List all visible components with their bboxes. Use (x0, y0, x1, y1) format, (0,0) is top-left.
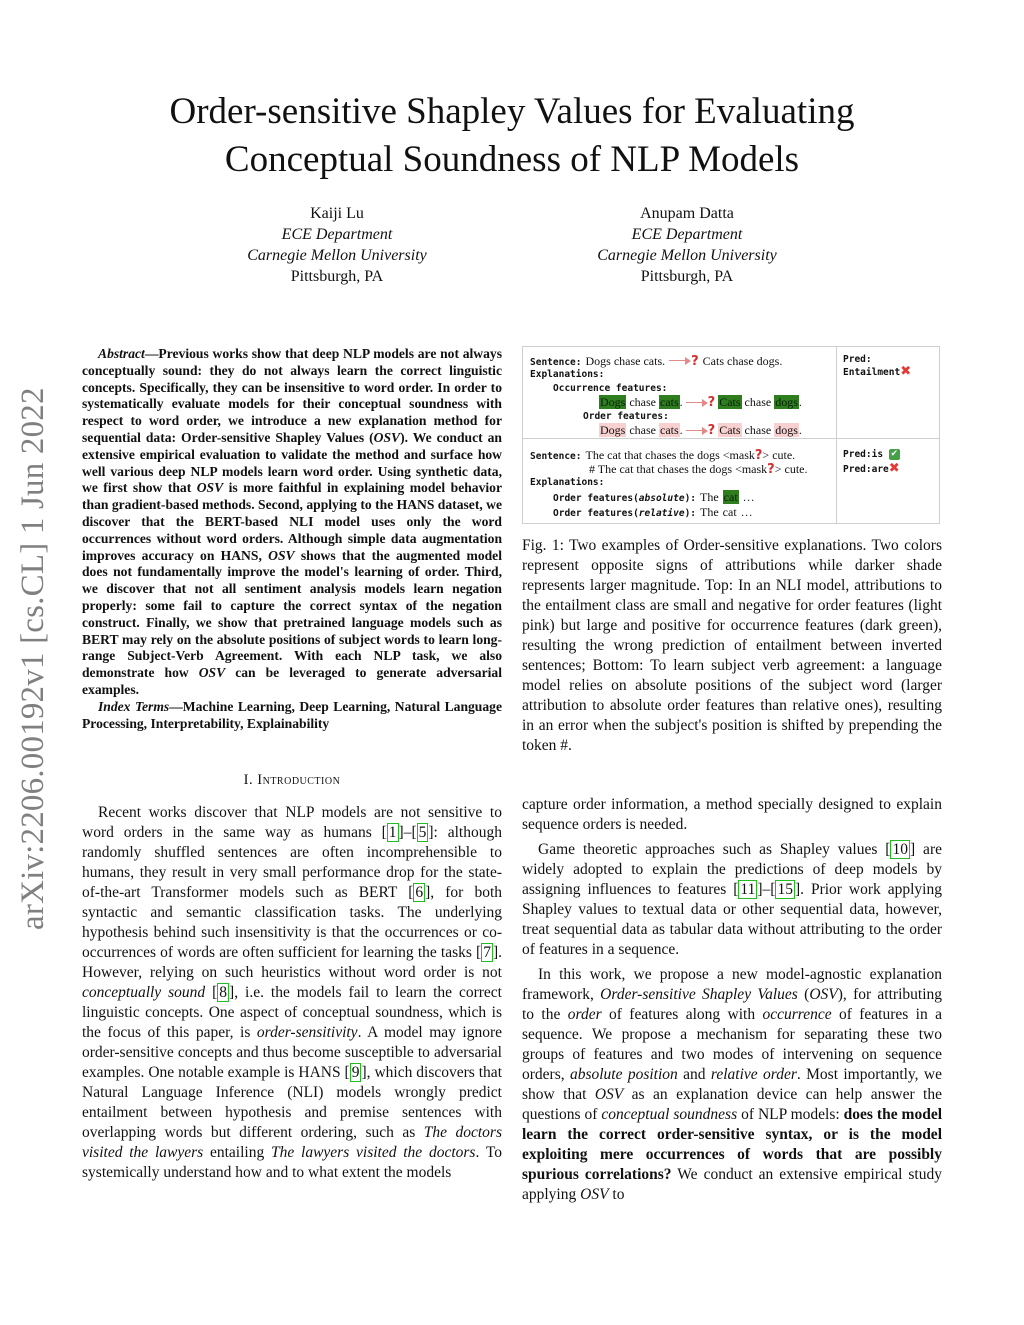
osv-term: OSV (268, 547, 295, 563)
author-dept: ECE Department (281, 226, 393, 243)
citation-link[interactable]: 11 (740, 881, 756, 898)
abstract (82, 346, 502, 732)
intro-left-column (82, 803, 502, 1183)
arrow-icon (669, 357, 691, 365)
author-name: Kaiji Lu (310, 205, 364, 222)
question-mark-icon: ? (767, 462, 775, 477)
question-mark-icon: ? (707, 395, 716, 410)
arrow-icon (686, 427, 708, 435)
abstract-text: —Previous works show that deep NLP models are not always conceptually sound: they do not always learn the correct linguistic concepts. Specifically, they can be insensitive to word order. In order to systematically evaluate models for their conceptual soundness with respect to word order, we introduce a new explanation method for sequential data: Order-sensitive Shapley Values ( (82, 346, 502, 445)
fig-bottom-pred-1: Pred:is ✔ (843, 449, 899, 460)
fig-occurrence-label: Occurrence features: (553, 383, 668, 394)
citation-link[interactable]: 7 (483, 944, 491, 961)
title-line-2: Conceptual Soundness of NLP Models (224, 139, 800, 180)
author-location: Pittsburgh, PA (640, 268, 734, 285)
fig-bottom-sentence-1: Sentence: The cat that chases the dogs <mask?> cute. (530, 448, 796, 463)
author-univ: Carnegie Mellon University (247, 247, 427, 264)
fig-bottom-explanations-label: Explanations: (530, 477, 605, 488)
citation-link[interactable]: 8 (219, 984, 228, 1001)
fig-top-pred: Entailment✖ (843, 364, 912, 379)
abstract-text: ). We conduct an extensive empirical evaluation to validate the method and surface how well various deep NLP models learn word order. Using synthetic data, we first show that (82, 429, 502, 496)
caption-label: Fig. 1: (522, 537, 569, 554)
intro-right-column (522, 795, 942, 1210)
question-mark-icon: ? (707, 423, 716, 438)
citation-link[interactable]: 1 (388, 824, 397, 841)
intro-paragraph: In this work, we propose a new model-agnostic explanation framework, Order-sensitive Shapley Values (OSV), for attributing to the order of features along with occurrence of features in a sequence. We propose a mechanism for separating these two groups of features and two modes of intervening on sequence orders, absolute position and relative order. Most importantly, we show that OSV as an explanation device can help answer the questions of conceptual soundness of NLP models: does the model learn the correct order-sensitive syntax, or is the model exploiting mere occurrences of words that are possibly spurious correlations? We conduct an extensive empirical study applying OSV to (522, 966, 943, 1203)
arrow-icon (686, 399, 708, 407)
abstract-text: can be leveraged to generate adversarial examples. (82, 665, 502, 697)
intro-paragraph: Recent works discover that NLP models are not sensitive to word orders in the same way as humans [ 1 ]–[ 5 ]: although randomly shuffled sentences are often incomprehensible to humans, they result in very small performance drop for the state-of-the-art Transformer models such as BERT [ 6 ], for both syntactic and semantic classification tasks. The underlying hypothesis behind such insensitivity is that the occurrences or co-occurrences of words are often sufficient for learning the tasks [ 7 ]. However, relying on such heuristics without word order is not conceptually sound [ 8 ], i.e. the models fail to learn the correct linguistic concepts. One aspect of conceptual soundness, which is the focus of this paper, is order-sensitivity. A model may ignore order-sensitive concepts and thus become susceptible to adversarial examples. One notable example is HANS [ 9 ], which discovers that Natural Language Inference (NLI) models wrongly predict entailment between hypothesis and premise sentences with overlapping words but different ordering, such as The doctors visited the lawyers entailing The lawyers visited the doctors. To systemically understand how and to what extent the models (82, 804, 502, 1181)
fig-top-sentence: Sentence: Dogs chase cats. ? Cats chase dogs. (530, 354, 783, 369)
citation-link[interactable]: 9 (351, 1064, 360, 1081)
fig-absolute-row: Order features(absolute): The cat … (553, 490, 755, 504)
fig-order-row: Dogs chase cats. ? Cats chase dogs. (600, 423, 802, 438)
fig-top-pred-label: Pred: (843, 354, 872, 365)
author-location: Pittsburgh, PA (290, 268, 384, 285)
author-univ: Carnegie Mellon University (597, 247, 777, 264)
arxiv-identifier: arXiv:2206.00192v1 [cs.CL] 1 Jun 2022 (15, 387, 51, 930)
author-dept: ECE Department (631, 226, 743, 243)
fig-order-label: Order features: (583, 411, 669, 422)
section-number: I. (243, 772, 258, 788)
citation-link[interactable]: 10 (892, 841, 908, 858)
abstract-label: Abstract (98, 346, 145, 361)
section-title: Introduction (257, 772, 341, 788)
paper-title (0, 88, 1024, 184)
fig-bottom-pred-2: Pred:are✖ (843, 461, 900, 476)
author-name: Anupam Datta (640, 205, 734, 222)
figure-1 (522, 346, 940, 524)
figure-divider (836, 347, 837, 523)
abstract-text: shows that the augmented model does not fundamentally improve the model's learning of order. Third, we discover that not all sentiment analysis models learn negation properly: some fail to capture the correct syntax of the negation construct. Finally, we show that pretrained language models such as BERT may rely on the absolute positions of subject words to learn long-range Subject-Verb Agreement. With each NLP task, we also demonstrate how (82, 547, 502, 681)
x-mark-icon: ✖ (900, 364, 912, 379)
index-terms-label: Index Terms (98, 698, 170, 714)
x-mark-icon: ✖ (888, 461, 900, 476)
figure-caption (522, 536, 942, 756)
intro-paragraph: capture order information, a method specially designed to explain sequence orders is needed. (522, 796, 942, 833)
fig-relative-row: Order features(relative): The cat … (553, 505, 753, 519)
fig-top-explanations-label: Explanations: (530, 369, 605, 380)
caption-text: Two examples of Order-sensitive explanations. Two colors represent opposite signs of attributions while darker shade represents larger magnitude. Top: In an NLI model, attributions to the entailment class are small and negative for order features (light pink) but large and positive for occurrence features (dark green), resulting the wrong prediction of entailment between inverted sentences; Bottom: To learn subject verb agreement: a language model relies on absolute positions of the subject word (larger attribution to absolute order features than relative ones), resulting in an error when the subject's position is shifted by prepending the token #. (522, 537, 942, 754)
osv-term: OSV (198, 665, 226, 681)
section-heading-introduction (82, 772, 502, 789)
question-mark-icon: ? (754, 448, 763, 463)
abstract-text: is more faithful in explaining model behavior than gradient-based methods. Second, applying to the HANS dataset, we discover that the BERT-based NLI model uses only the word occurrences without word orders. Although simple data augmentation improves accuracy on HANS, (82, 480, 503, 563)
fig-bottom-sentence-2: # The cat that chases the dogs <mask?> cute. (589, 462, 808, 477)
check-icon: ✔ (890, 449, 899, 459)
citation-link[interactable]: 5 (418, 824, 427, 841)
citation-link[interactable]: 6 (415, 884, 424, 901)
fig-occurrence-row: Dogs chase cats. ? Cats chase dogs. (600, 395, 802, 410)
osv-term: OSV (373, 429, 401, 445)
author-block-1 (207, 203, 467, 287)
intro-paragraph: Game theoretic approaches such as Shapley values [ 10 ] are widely adopted to explain the predictions of deep models by assigning influences to features [ 11 ]–[ 15 ]. Prior work applying Shapley values to textual data or other sequential data, however, treat sequential data as tabular data without attributing to the order of features in a sequence. (522, 841, 942, 958)
figure-divider (523, 438, 939, 439)
author-block-2 (557, 203, 817, 287)
question-mark-icon: ? (691, 354, 699, 369)
title-line-1: Order-sensitive Shapley Values for Evaluating (169, 91, 855, 132)
osv-term: OSV (196, 480, 224, 496)
index-terms: —Machine Learning, Deep Learning, Natural Language Processing, Interpretability, Explainability (82, 698, 502, 731)
citation-link[interactable]: 15 (777, 881, 793, 898)
